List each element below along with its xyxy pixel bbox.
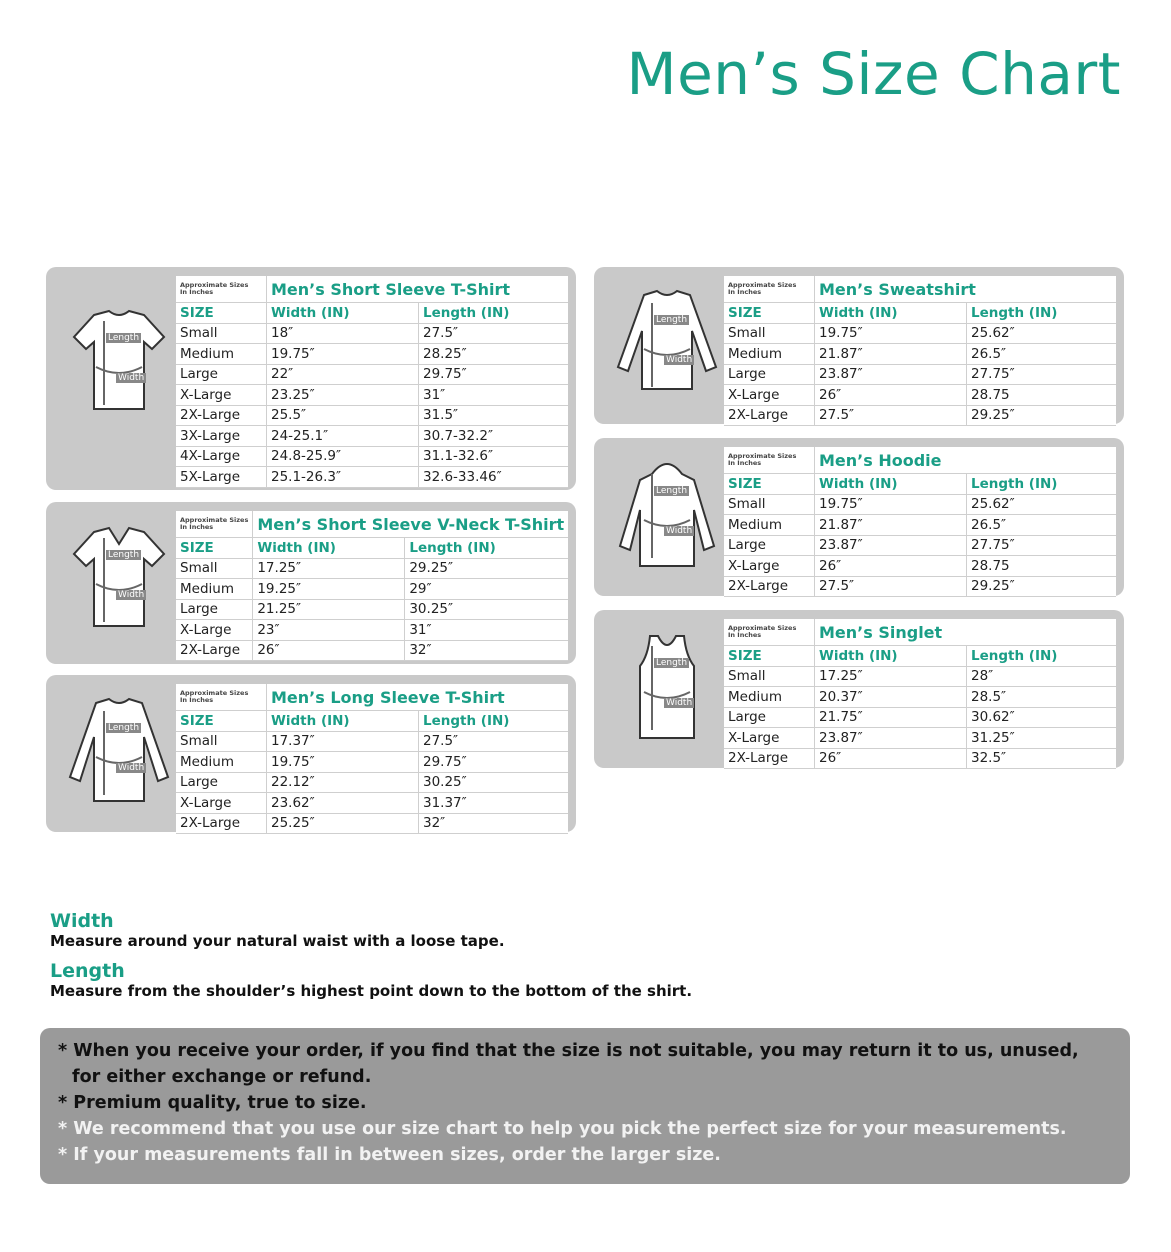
width-cell: 23.87″	[815, 728, 967, 749]
size-cell: 2X-Large	[724, 405, 815, 426]
length-cell: 27.75″	[967, 364, 1117, 385]
length-cell: 28.75	[967, 556, 1117, 577]
size-cell: Medium	[176, 752, 267, 773]
notes-box	[40, 1028, 1130, 1184]
approx-sizes-label: Approximate Sizes In Inches	[724, 619, 815, 646]
table-row	[724, 323, 1116, 344]
width-cell: 19.75″	[267, 752, 419, 773]
size-cell: 2X-Large	[176, 640, 253, 661]
product-name: Men’s Sweatshirt	[815, 276, 1117, 303]
size-cell: Large	[724, 364, 815, 385]
size-card	[46, 675, 576, 832]
length-cell: 28.25″	[419, 344, 569, 365]
size-cell: Small	[176, 323, 267, 344]
column-header-width: Width (IN)	[267, 711, 419, 732]
size-table	[724, 619, 1116, 769]
table-row	[724, 728, 1116, 749]
width-label: Width	[118, 590, 145, 600]
definition-term-length: Length	[50, 960, 125, 982]
width-label: Width	[666, 526, 693, 536]
column-header-size: SIZE	[176, 538, 253, 559]
size-table	[724, 276, 1116, 426]
size-cell: Medium	[724, 515, 815, 536]
long-sleeve-tshirt-icon	[64, 697, 174, 807]
width-cell: 26″	[815, 748, 967, 769]
table-row	[176, 772, 568, 793]
length-cell: 31.1-32.6″	[419, 446, 569, 467]
width-cell: 21.25″	[253, 599, 405, 620]
length-cell: 29.75″	[419, 752, 569, 773]
product-name: Men’s Short Sleeve V-Neck T-Shirt	[253, 511, 568, 538]
table-row	[724, 364, 1116, 385]
table-row	[176, 620, 568, 641]
column-header-size: SIZE	[724, 646, 815, 667]
table-row	[176, 467, 568, 488]
product-name: Men’s Hoodie	[815, 447, 1117, 474]
width-cell: 26″	[815, 556, 967, 577]
length-cell: 25.62″	[967, 323, 1117, 344]
column-header-length: Length (IN)	[419, 711, 569, 732]
table-row	[176, 558, 568, 579]
size-cell: 2X-Large	[724, 576, 815, 597]
column-header-width: Width (IN)	[253, 538, 405, 559]
width-cell: 18″	[267, 323, 419, 344]
column-header-size: SIZE	[176, 711, 267, 732]
note-item: * When you receive your order, if you find that the size is not suitable, you may return it to us, unused, for either exchange or refund.	[58, 1041, 1079, 1087]
definition-text-length: Measure from the shoulder’s highest point down to the bottom of the shirt.	[50, 982, 693, 1000]
length-cell: 31″	[405, 620, 568, 641]
note-item: * We recommend that you use our size chart to help you pick the perfect size for your measurements.	[58, 1119, 1067, 1139]
size-cell: 2X-Large	[176, 405, 267, 426]
size-cell: 2X-Large	[724, 748, 815, 769]
length-cell: 32″	[405, 640, 568, 661]
width-cell: 27.5″	[815, 405, 967, 426]
size-card	[46, 502, 576, 664]
length-cell: 29.75″	[419, 364, 569, 385]
table-row	[176, 813, 568, 834]
size-card	[594, 267, 1124, 424]
hoodie-icon	[612, 460, 722, 570]
length-cell: 29.25″	[405, 558, 568, 579]
column-header-length: Length (IN)	[419, 303, 569, 324]
table-row	[724, 576, 1116, 597]
width-cell: 20.37″	[815, 687, 967, 708]
width-cell: 19.75″	[815, 323, 967, 344]
length-label: Length	[108, 723, 140, 733]
width-cell: 22.12″	[267, 772, 419, 793]
length-label: Length	[656, 486, 688, 496]
column-header-length: Length (IN)	[967, 474, 1117, 495]
size-cell: 2X-Large	[176, 813, 267, 834]
table-row	[724, 515, 1116, 536]
length-cell: 30.25″	[419, 772, 569, 793]
table-row	[176, 364, 568, 385]
length-cell: 31″	[419, 385, 569, 406]
width-cell: 23.87″	[815, 535, 967, 556]
size-cell: Small	[176, 558, 253, 579]
length-cell: 30.62″	[967, 707, 1117, 728]
size-cell: Large	[176, 364, 267, 385]
size-cell: 3X-Large	[176, 426, 267, 447]
approx-sizes-label: Approximate Sizes In Inches	[176, 684, 267, 711]
length-label: Length	[656, 658, 688, 668]
definition-term-width: Width	[50, 910, 114, 932]
width-label: Width	[118, 373, 145, 383]
product-name: Men’s Singlet	[815, 619, 1117, 646]
table-row	[724, 385, 1116, 406]
size-cell: Medium	[176, 344, 267, 365]
width-cell: 19.75″	[267, 344, 419, 365]
vneck-tshirt-icon	[64, 524, 174, 634]
length-label: Length	[108, 333, 140, 343]
table-row	[176, 426, 568, 447]
size-cell: Large	[724, 535, 815, 556]
table-row	[724, 707, 1116, 728]
width-cell: 23.62″	[267, 793, 419, 814]
size-table	[176, 511, 568, 661]
definitions	[50, 910, 692, 1010]
product-name: Men’s Long Sleeve T-Shirt	[267, 684, 569, 711]
size-cell: Small	[724, 666, 815, 687]
approx-sizes-label: Approximate Sizes In Inches	[724, 276, 815, 303]
table-row	[176, 405, 568, 426]
size-cell: Medium	[176, 579, 253, 600]
table-row	[176, 323, 568, 344]
length-label: Length	[656, 315, 688, 325]
width-cell: 19.75″	[815, 494, 967, 515]
column-header-width: Width (IN)	[267, 303, 419, 324]
sweatshirt-icon	[612, 289, 722, 399]
length-cell: 31.5″	[419, 405, 569, 426]
singlet-icon	[612, 632, 722, 742]
tshirt-icon	[64, 307, 174, 417]
size-table	[176, 276, 568, 488]
table-row	[724, 494, 1116, 515]
length-cell: 30.25″	[405, 599, 568, 620]
width-cell: 26″	[253, 640, 405, 661]
column-header-size: SIZE	[724, 303, 815, 324]
column-header-size: SIZE	[176, 303, 267, 324]
size-cell: X-Large	[724, 556, 815, 577]
size-cell: X-Large	[724, 728, 815, 749]
length-cell: 29.25″	[967, 576, 1117, 597]
table-row	[176, 731, 568, 752]
column-header-width: Width (IN)	[815, 474, 967, 495]
approx-sizes-label: Approximate Sizes In Inches	[176, 511, 253, 538]
width-cell: 22″	[267, 364, 419, 385]
size-cell: 5X-Large	[176, 467, 267, 488]
size-cell: X-Large	[176, 620, 253, 641]
width-cell: 21.75″	[815, 707, 967, 728]
length-cell: 29″	[405, 579, 568, 600]
length-cell: 27.5″	[419, 731, 569, 752]
table-row	[724, 687, 1116, 708]
width-cell: 21.87″	[815, 515, 967, 536]
size-card	[594, 610, 1124, 768]
length-cell: 27.5″	[419, 323, 569, 344]
width-cell: 23.87″	[815, 364, 967, 385]
width-cell: 25.5″	[267, 405, 419, 426]
table-row	[724, 405, 1116, 426]
column-header-size: SIZE	[724, 474, 815, 495]
approx-sizes-label: Approximate Sizes In Inches	[176, 276, 267, 303]
width-label: Width	[666, 355, 693, 365]
width-cell: 25.25″	[267, 813, 419, 834]
table-row	[176, 579, 568, 600]
length-cell: 30.7-32.2″	[419, 426, 569, 447]
width-cell: 17.25″	[253, 558, 405, 579]
column-header-width: Width (IN)	[815, 303, 967, 324]
definition-text-width: Measure around your natural waist with a loose tape.	[50, 932, 505, 950]
approx-sizes-label: Approximate Sizes In Inches	[724, 447, 815, 474]
table-row	[176, 446, 568, 467]
table-row	[724, 666, 1116, 687]
table-row	[176, 599, 568, 620]
size-cell: Small	[724, 494, 815, 515]
width-cell: 24-25.1″	[267, 426, 419, 447]
length-cell: 26.5″	[967, 344, 1117, 365]
length-cell: 31.25″	[967, 728, 1117, 749]
note-item: * If your measurements fall in between sizes, order the larger size.	[58, 1145, 721, 1165]
width-cell: 27.5″	[815, 576, 967, 597]
length-cell: 28″	[967, 666, 1117, 687]
length-cell: 26.5″	[967, 515, 1117, 536]
length-cell: 32.5″	[967, 748, 1117, 769]
page-title: Men’s Size Chart	[626, 40, 1121, 108]
product-name: Men’s Short Sleeve T-Shirt	[267, 276, 569, 303]
size-cell: Medium	[724, 344, 815, 365]
length-cell: 28.5″	[967, 687, 1117, 708]
table-row	[176, 793, 568, 814]
size-cell: X-Large	[724, 385, 815, 406]
width-label: Width	[118, 763, 145, 773]
width-cell: 23.25″	[267, 385, 419, 406]
size-cell: X-Large	[176, 385, 267, 406]
table-row	[176, 344, 568, 365]
width-cell: 25.1-26.3″	[267, 467, 419, 488]
size-card	[46, 267, 576, 490]
length-cell: 32″	[419, 813, 569, 834]
size-card	[594, 438, 1124, 596]
size-cell: Large	[176, 599, 253, 620]
length-cell: 25.62″	[967, 494, 1117, 515]
width-cell: 23″	[253, 620, 405, 641]
length-cell: 28.75	[967, 385, 1117, 406]
length-label: Length	[108, 550, 140, 560]
size-cell: Small	[176, 731, 267, 752]
table-row	[724, 344, 1116, 365]
width-cell: 19.25″	[253, 579, 405, 600]
length-cell: 29.25″	[967, 405, 1117, 426]
table-row	[176, 640, 568, 661]
width-label: Width	[666, 698, 693, 708]
table-row	[724, 556, 1116, 577]
size-cell: Medium	[724, 687, 815, 708]
width-cell: 17.37″	[267, 731, 419, 752]
size-cell: X-Large	[176, 793, 267, 814]
length-cell: 27.75″	[967, 535, 1117, 556]
size-table	[176, 684, 568, 834]
column-header-length: Length (IN)	[405, 538, 568, 559]
note-item: * Premium quality, true to size.	[58, 1093, 367, 1113]
column-header-width: Width (IN)	[815, 646, 967, 667]
width-cell: 17.25″	[815, 666, 967, 687]
size-cell: Large	[724, 707, 815, 728]
length-cell: 31.37″	[419, 793, 569, 814]
width-cell: 26″	[815, 385, 967, 406]
column-header-length: Length (IN)	[967, 303, 1117, 324]
size-cell: Large	[176, 772, 267, 793]
table-row	[176, 385, 568, 406]
length-cell: 32.6-33.46″	[419, 467, 569, 488]
table-row	[176, 752, 568, 773]
table-row	[724, 748, 1116, 769]
width-cell: 24.8-25.9″	[267, 446, 419, 467]
column-header-length: Length (IN)	[967, 646, 1117, 667]
size-table	[724, 447, 1116, 597]
size-cell: 4X-Large	[176, 446, 267, 467]
size-cell: Small	[724, 323, 815, 344]
table-row	[724, 535, 1116, 556]
width-cell: 21.87″	[815, 344, 967, 365]
